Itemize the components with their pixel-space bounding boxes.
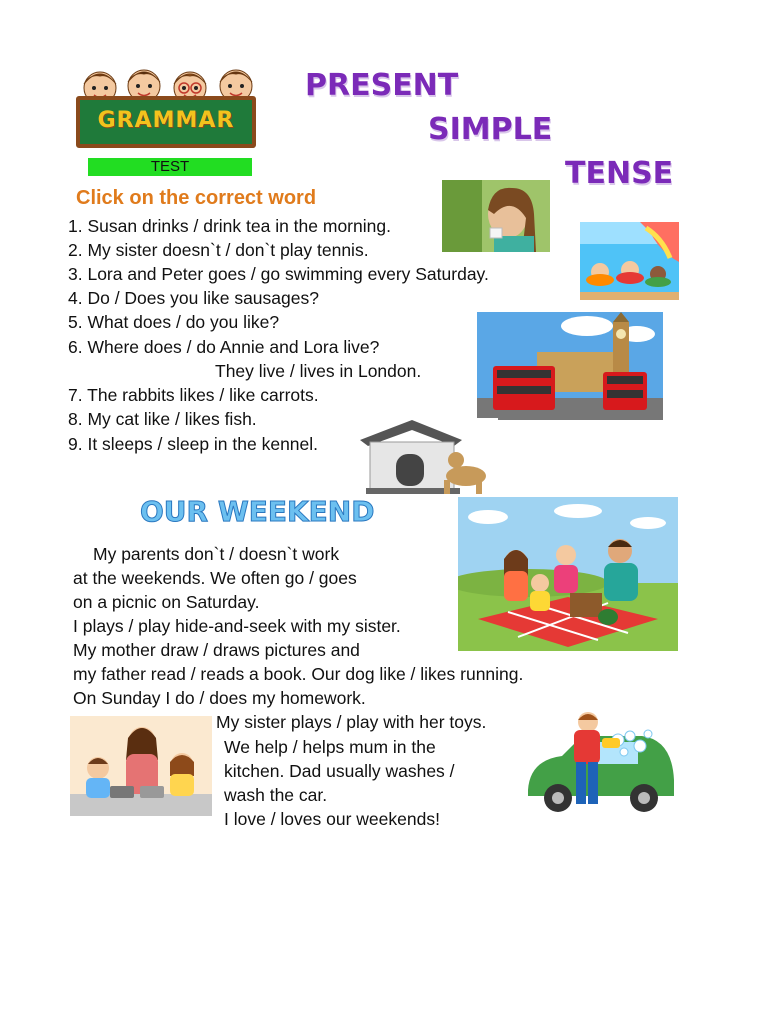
exercise-line-1[interactable]: 1. Susan drinks / drink tea in the morning. [68,216,391,236]
family-picnic-illustration [458,497,678,651]
weekend-line-8[interactable]: My sister plays / play with her toys. [216,712,487,732]
exercise-line-6[interactable]: 6. Where does / do Annie and Lora live? [68,337,380,357]
exercise-line-6b[interactable]: They live / lives in London. [215,361,422,381]
exercise-line-5[interactable]: 5. What does / do you like? [68,312,280,332]
grammar-logo [72,62,272,180]
exercise-line-9[interactable]: 9. It sleeps / sleep in the kennel. [68,434,319,454]
title-present: PRESENT [305,68,459,103]
weekend-line-11[interactable]: wash the car. [224,785,328,805]
london-bus-photo [477,312,663,420]
family-cooking-illustration [70,716,212,816]
woman-drinking-tea-photo [442,180,550,252]
weekend-line-2[interactable]: at the weekends. We often go / goes [73,568,357,588]
exercise-line-3[interactable]: 3. Lora and Peter goes / go swimming every Saturday. [68,264,489,284]
exercise-line-7[interactable]: 7. The rabbits likes / like carrots. [68,385,319,405]
board-text: GRAMMAR [97,108,235,133]
weekend-line-12[interactable]: I love / loves our weekends! [224,809,440,829]
weekend-line-7[interactable]: On Sunday I do / does my homework. [73,688,366,708]
title-tense: TENSE [565,156,674,191]
title-simple: SIMPLE [428,112,553,147]
chalkboard [76,96,256,148]
exercise-line-8[interactable]: 8. My cat like / likes fish. [68,409,257,429]
weekend-heading: OUR WEEKEND [140,495,375,528]
instruction: Click on the correct word [76,187,317,209]
weekend-line-3[interactable]: on a picnic on Saturday. [73,592,260,612]
weekend-line-10[interactable]: kitchen. Dad usually washes / [224,761,455,781]
exercise-line-2[interactable]: 2. My sister doesn`t / don`t play tennis. [68,240,369,260]
weekend-line-6[interactable]: my father read / reads a book. Our dog like / likes running. [73,664,524,684]
weekend-line-1[interactable]: My parents don`t / doesn`t work [93,544,340,564]
exercise-line-4[interactable]: 4. Do / Does you like sausages? [68,288,319,308]
weekend-line-5[interactable]: My mother draw / draws pictures and [73,640,360,660]
weekend-line-4[interactable]: I plays / play hide-and-seek with my sister. [73,616,401,636]
test-bar [88,158,252,176]
dog-kennel-photo [358,418,498,498]
boy-washing-car-illustration [522,710,680,818]
weekend-line-9[interactable]: We help / helps mum in the [224,737,436,757]
kids-swimming-illustration [580,222,679,300]
test-label: TEST [150,158,190,175]
